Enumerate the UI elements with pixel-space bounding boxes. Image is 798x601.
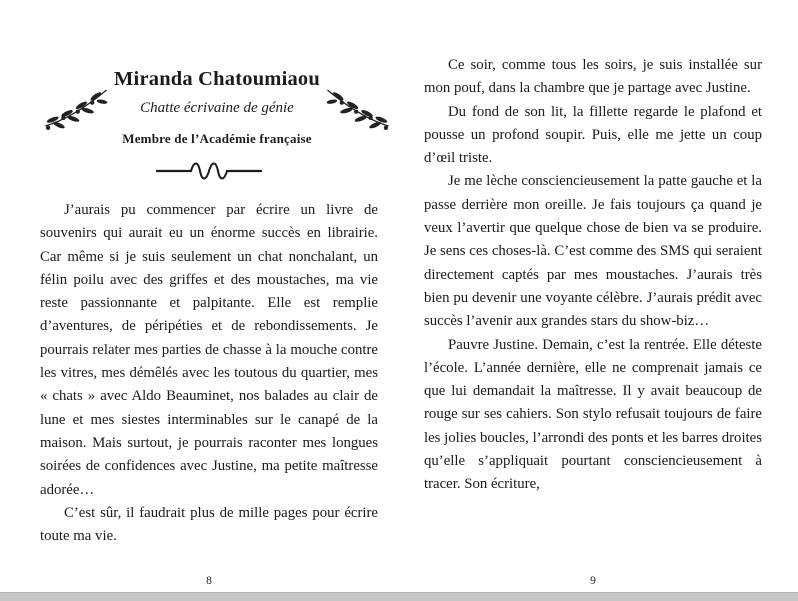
chapter-subtitle: Chatte écrivaine de génie <box>140 100 294 116</box>
page-right <box>424 0 762 592</box>
paragraph: C’est sûr, il faudrait plus de mille pages pour écrire toute ma vie. <box>40 504 378 545</box>
chapter-title: Miranda Chatoumiaou <box>114 68 320 90</box>
page-number-right: 9 <box>590 575 596 587</box>
right-page-body <box>424 54 762 497</box>
page-left <box>40 0 378 592</box>
paragraph: Ce soir, comme tous les soirs, je suis installée sur mon pouf, dans la chambre que je partage avec Justine. <box>424 57 762 97</box>
chapter-title-block <box>112 68 322 147</box>
paragraph: Du fond de son lit, la fillette regarde le plafond et pousse un profond soupir. Puis, elle me jette un coup d’œil triste. <box>424 103 762 167</box>
chapter-header <box>40 68 378 147</box>
page-bottom-edge <box>0 592 798 601</box>
paragraph: Je me lèche consciencieusement la patte gauche et la passe derrière mon oreille. Je fais toujours ça quand je veux l’avertir que quelque chose de bien va se produire. Je sens ces choses-là. C’est comme des SMS qui seraient directement captés par mes moustaches. J’aurais très bien pu devenir une voyante célèbre. J’aurais prédit avec succès l’avenir aux grandes stars du show-biz… <box>424 173 762 330</box>
laurel-branch-right-icon <box>322 78 394 138</box>
chapter-affiliation: Membre de l’Académie française <box>122 131 312 146</box>
page-number-left: 8 <box>206 575 212 587</box>
paragraph: J’aurais pu commencer par écrire un livre de souvenirs qui aurait eu un énorme succès en librairie. Car même si je suis seulement un chat nonchalant, un félin poilu avec des griffes et des moustaches, ma vie reste passionnante et palpitante. Elle est remplie d’aventures, de péripéties et de rebondissements. Je pourrais relater mes parties de chasse à la mouche contre les vitres, mes démêlés avec les toutous du quartier, mes « chats » avec Aldo Beauminet, nos balades au clair de lune et mes siestes interminables sur le canapé de la maison. Mais surtout, je pourrais raconter mes longues soirées de confidences avec Justine, ma petite maîtresse adorée… <box>40 202 378 498</box>
paragraph: Pauvre Justine. Demain, c’est la rentrée. Elle déteste l’école. L’année dernière, elle ne comprenait jamais ce que lui demandait la maîtresse. Il y avait beaucoup de rouge sur ses cahiers. Son stylo refusait toujours de faire les jolies boucles, l’arrondi des ponts et les barres droites qu’elle s’appliquait pourtant consciencieusement à tracer. Son écriture, <box>424 336 762 493</box>
laurel-branch-left-icon <box>40 78 112 138</box>
squiggle-divider-icon <box>153 161 265 181</box>
left-page-body <box>40 199 378 548</box>
